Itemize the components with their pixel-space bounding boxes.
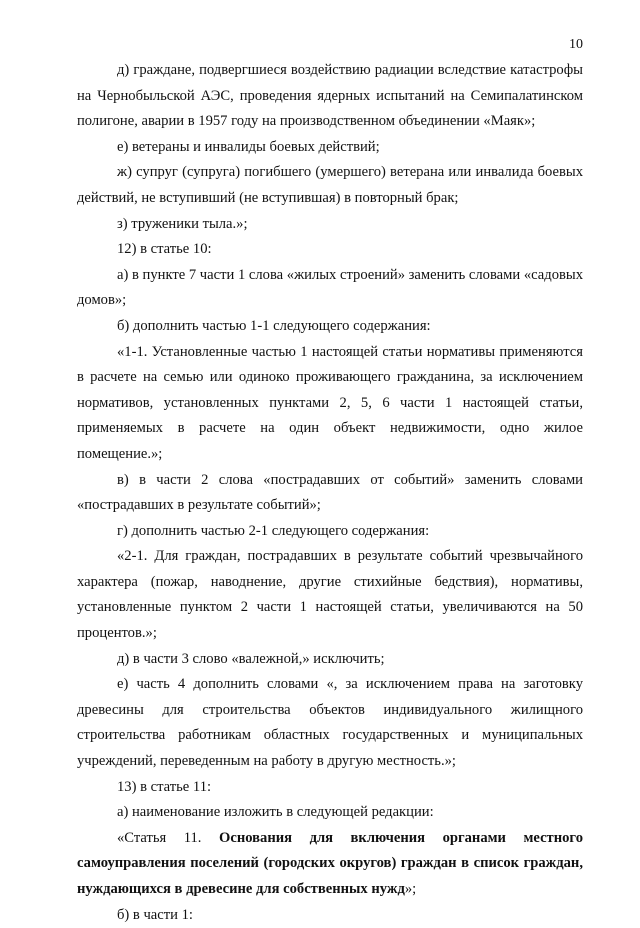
article-11-title-bold: Основания для включения органами местного самоуправления поселений (городских округов) граждан в список граждан, нуждающихся в древесине для собственных нужд (77, 829, 583, 897)
paragraph-article-10-b: б) дополнить частью 1-1 следующего содержания: (117, 317, 431, 334)
article-11-title-suffix: »; (404, 881, 417, 897)
paragraph-article-10-v: в) в части 2 слова «пострадавших от событий» заменить словами «пострадавших в результате событий»; (77, 471, 583, 514)
paragraph-article-11-b: б) в части 1: (117, 906, 193, 923)
article-11-title-prefix: «Статья 11. (117, 829, 219, 846)
paragraph-article-10-a: а) в пункте 7 части 1 слова «жилых строений» заменить словами «садовых домов»; (77, 266, 583, 309)
paragraph-article-10-heading: 12) в статье 10: (117, 241, 212, 258)
paragraph-article-11-a: а) наименование изложить в следующей редакции: (117, 804, 434, 821)
page-number: 10 (569, 37, 583, 52)
paragraph-home-front-workers: з) труженики тыла.»; (117, 215, 248, 232)
paragraph-article-10-g: г) дополнить частью 2-1 следующего содержания: (117, 522, 430, 539)
paragraph-article-10-e: е) часть 4 дополнить словами «, за исключением права на заготовку древесины для строительства объектов индивидуального жилищного строительства работникам областных государственных и муниципальных учреждений, переведенным на работу в другую местность.»; (77, 676, 583, 770)
paragraph-article-11-title (77, 826, 583, 903)
paragraph-veterans: е) ветераны и инвалиды боевых действий; (117, 138, 380, 155)
document-body (77, 58, 583, 928)
paragraph-part-1-1: «1-1. Установленные частью 1 настоящей статьи нормативы применяются в расчете на семью или одиноко проживающего гражданина, за исключением нормативов, установленных пунктами 2, 5, 6 части 1 настоящей статьи, применяемых в расчете на один объект недвижимости, одно жилое помещение.»; (77, 343, 583, 462)
paragraph-radiation-victims: д) граждане, подвергшиеся воздействию радиации вследствие катастрофы на Чернобыльской АЭС, проведения ядерных испытаний на Семипалатинском полигоне, аварии в 1957 году на производственном объединении «Маяк»; (77, 62, 583, 130)
paragraph-part-2-1: «2-1. Для граждан, пострадавших в результате событий чрезвычайного характера (пожар, наводнение, другие стихийные бедствия), нормативы, установленные пунктом 2 части 1 настоящей статьи, увеличиваются на 50 процентов.»; (77, 548, 583, 642)
paragraph-spouse: ж) супруг (супруга) погибшего (умершего) ветерана или инвалида боевых действий, не вступивший (не вступившая) в повторный брак; (77, 164, 583, 206)
paragraph-article-11-heading: 13) в статье 11: (117, 778, 212, 795)
paragraph-article-10-d: д) в части 3 слово «валежной,» исключить; (117, 650, 385, 667)
